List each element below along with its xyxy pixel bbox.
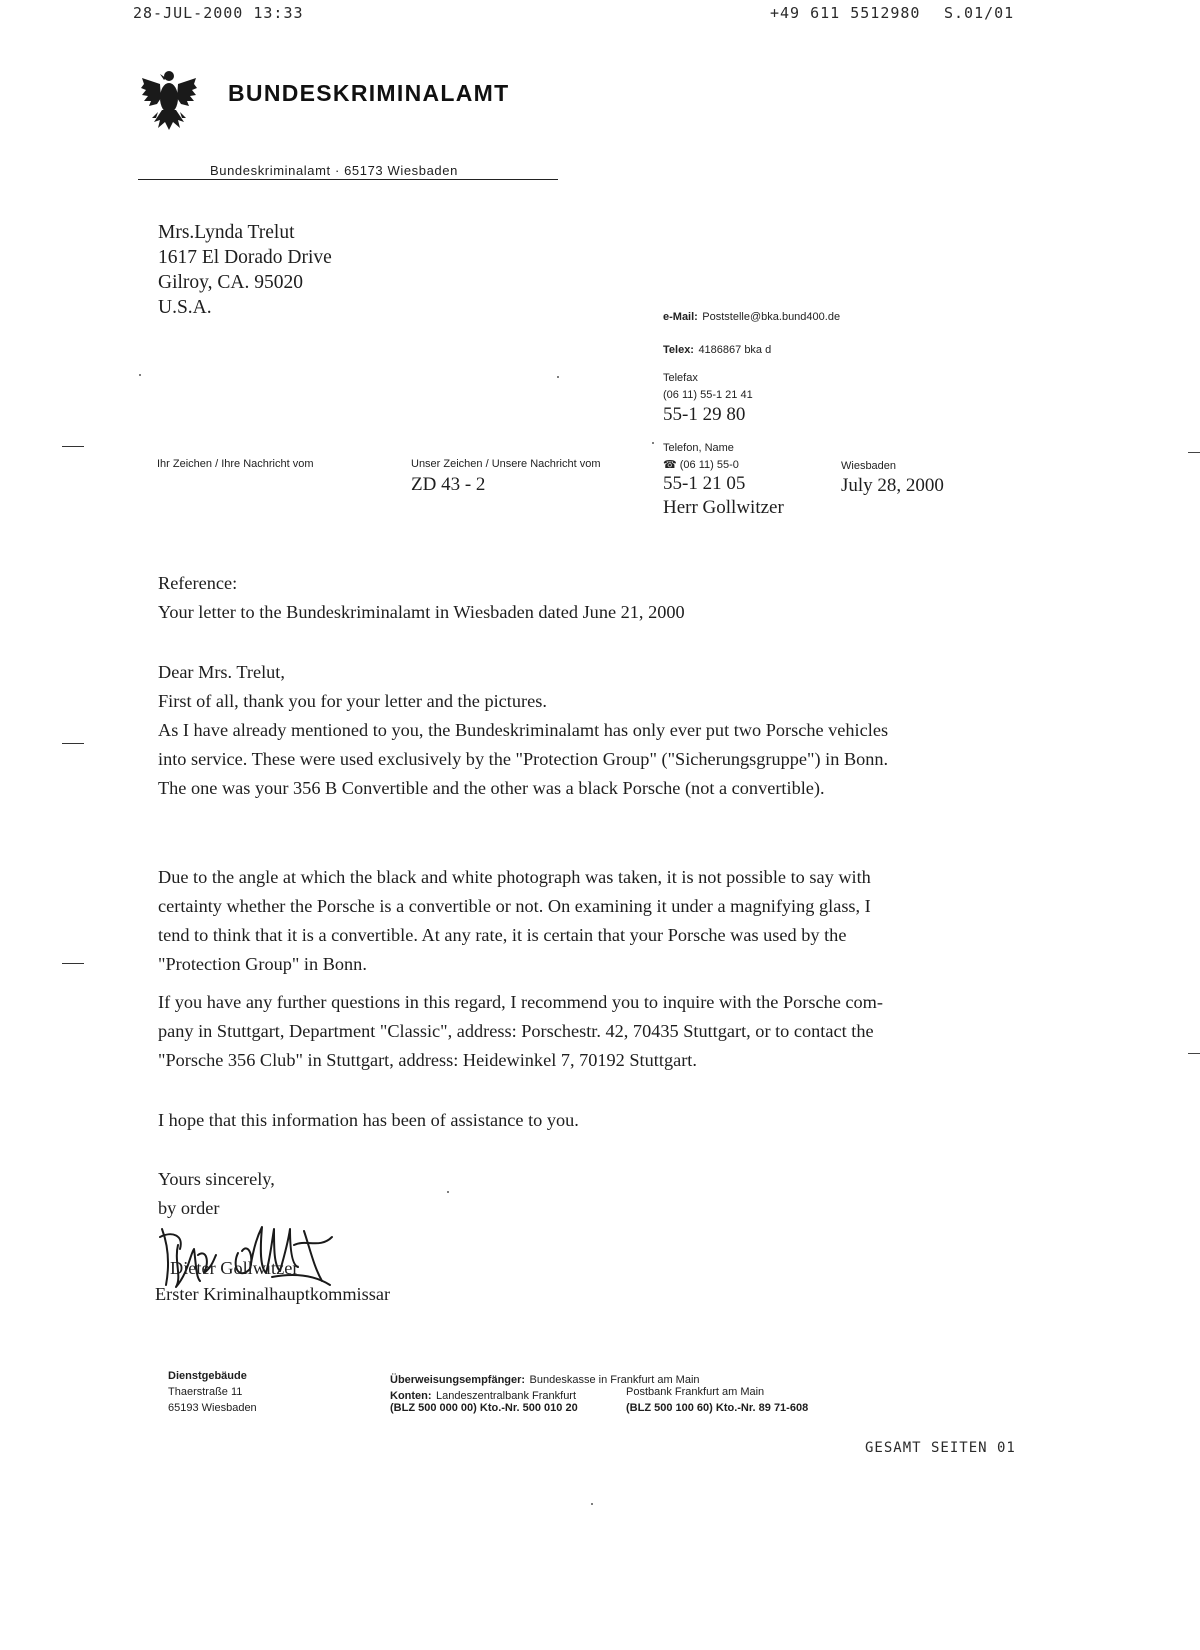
paragraph-line: If you have any further questions in this regard, I recommend you to inquire with the Porsche com- [158, 992, 883, 1012]
paragraph-4 [158, 1106, 579, 1135]
edge-mark [1188, 452, 1200, 453]
telex-value: 4186867 bka d [698, 344, 772, 356]
footer-accounts-label: Konten: [390, 1390, 432, 1402]
fax-phone-number: +49 611 5512980 [770, 4, 921, 22]
fold-mark [62, 963, 84, 964]
paragraph-line: I hope that this information has been of assistance to you. [158, 1110, 579, 1130]
paragraph-line: First of all, thank you for your letter and the pictures. [158, 691, 547, 711]
fold-mark [62, 446, 84, 447]
punch-mark [62, 743, 84, 744]
footer-payee-label: Überweisungsempfänger: [390, 1374, 526, 1386]
sender-return-address: Bundeskriminalamt · 65173 Wiesbaden [210, 163, 458, 178]
footer-bank2-details: (BLZ 500 100 60) Kto.-Nr. 89 71-608 [626, 1402, 809, 1414]
edge-mark [1188, 1053, 1200, 1054]
telefon-direct-number: 55-1 21 05 [663, 473, 746, 494]
their-reference-label: Ihr Zeichen / Ihre Nachricht vom [157, 458, 314, 470]
signer-title: Erster Kriminalhauptkommissar [155, 1284, 391, 1304]
footer-bank1-details: (BLZ 500 000 00) Kto.-Nr. 500 010 20 [390, 1402, 578, 1414]
paragraph-2 [158, 863, 871, 979]
closing: Yours sincerely, [158, 1169, 275, 1189]
federal-eagle-icon [140, 68, 198, 132]
reference-heading: Reference: [158, 573, 238, 593]
scan-speck [447, 1191, 449, 1193]
our-reference-value: ZD 43 - 2 [411, 474, 486, 495]
organization-name: BUNDESKRIMINALAMT [228, 80, 510, 106]
contact-person-name: Herr Gollwitzer [663, 497, 784, 518]
footer-building-street: Thaerstraße 11 [168, 1386, 243, 1398]
recipient-line: Gilroy, CA. 95020 [158, 272, 303, 293]
telefax-main-number: (06 11) 55-1 21 41 [663, 389, 753, 401]
recipient-line: 1617 El Dorado Drive [158, 247, 332, 268]
recipient-line: Mrs.Lynda Trelut [158, 222, 295, 243]
place-label: Wiesbaden [841, 460, 897, 472]
email-label: e-Mail: [663, 311, 698, 323]
by-order: by order [158, 1198, 220, 1218]
scan-speck [557, 376, 559, 378]
signer-name: Dieter Gollwitzer [170, 1258, 299, 1278]
paragraph-line: "Protection Group" in Bonn. [158, 954, 367, 974]
telefax-label: Telefax [663, 372, 698, 384]
scan-speck [139, 374, 141, 376]
telefon-main-number: ☎ (06 11) 55-0 [663, 459, 739, 471]
paragraph-line: certainty whether the Porsche is a convertible or not. On examining it under a magnifying glass, I [158, 896, 871, 916]
reference-text: Your letter to the Bundeskriminalamt in Wiesbaden dated June 21, 2000 [158, 602, 685, 622]
fax-total-pages: GESAMT SEITEN 01 [865, 1440, 1016, 1456]
recipient-line: U.S.A. [158, 297, 212, 318]
footer-payee-value: Bundeskasse in Frankfurt am Main [529, 1374, 700, 1386]
paragraph-3 [158, 988, 883, 1075]
paragraph-line: tend to think that it is a convertible. At any rate, it is certain that your Porsche was used by the [158, 925, 847, 945]
fax-page-number: S.01/01 [944, 4, 1015, 22]
footer-building-label: Dienstgebäude [168, 1370, 247, 1382]
telex-label: Telex: [663, 344, 694, 356]
footer-building-city: 65193 Wiesbaden [168, 1402, 257, 1414]
salutation: Dear Mrs. Trelut, [158, 662, 285, 682]
email-contact [663, 307, 840, 325]
paragraph-1 [158, 658, 888, 803]
paragraph-line: As I have already mentioned to you, the Bundeskriminalamt has only ever put two Porsche vehicles [158, 720, 889, 740]
paragraph-line: pany in Stuttgart, Department "Classic", address: Porschestr. 42, 70435 Stuttgart, or to contact the [158, 1021, 874, 1041]
sender-address-rule [138, 179, 558, 180]
scan-speck [652, 442, 654, 444]
letter-date: July 28, 2000 [841, 475, 944, 496]
paragraph-line: The one was your 356 B Convertible and the other was a black Porsche (not a convertible). [158, 778, 825, 798]
footer-bank1-name: Landeszentralbank Frankfurt [436, 1390, 577, 1402]
recipient-address [158, 220, 332, 320]
paragraph-line: Due to the angle at which the black and white photograph was taken, it is not possible to say with [158, 867, 871, 887]
email-value: Poststelle@bka.bund400.de [702, 311, 841, 323]
our-reference-label: Unser Zeichen / Unsere Nachricht vom [411, 458, 601, 470]
telefon-label: Telefon, Name [663, 442, 734, 454]
telex-contact [663, 340, 771, 358]
fax-datetime: 28-JUL-2000 13:33 [133, 4, 304, 22]
footer-bank2-name: Postbank Frankfurt am Main [626, 1386, 765, 1398]
paragraph-line: into service. These were used exclusively by the "Protection Group" ("Sicherungsgruppe") in Bonn. [158, 749, 889, 769]
telefax-direct-number: 55-1 29 80 [663, 404, 746, 425]
scan-speck [591, 1503, 593, 1505]
paragraph-line: "Porsche 356 Club" in Stuttgart, address: Heidewinkel 7, 70192 Stuttgart. [158, 1050, 697, 1070]
reference-block [158, 569, 685, 627]
